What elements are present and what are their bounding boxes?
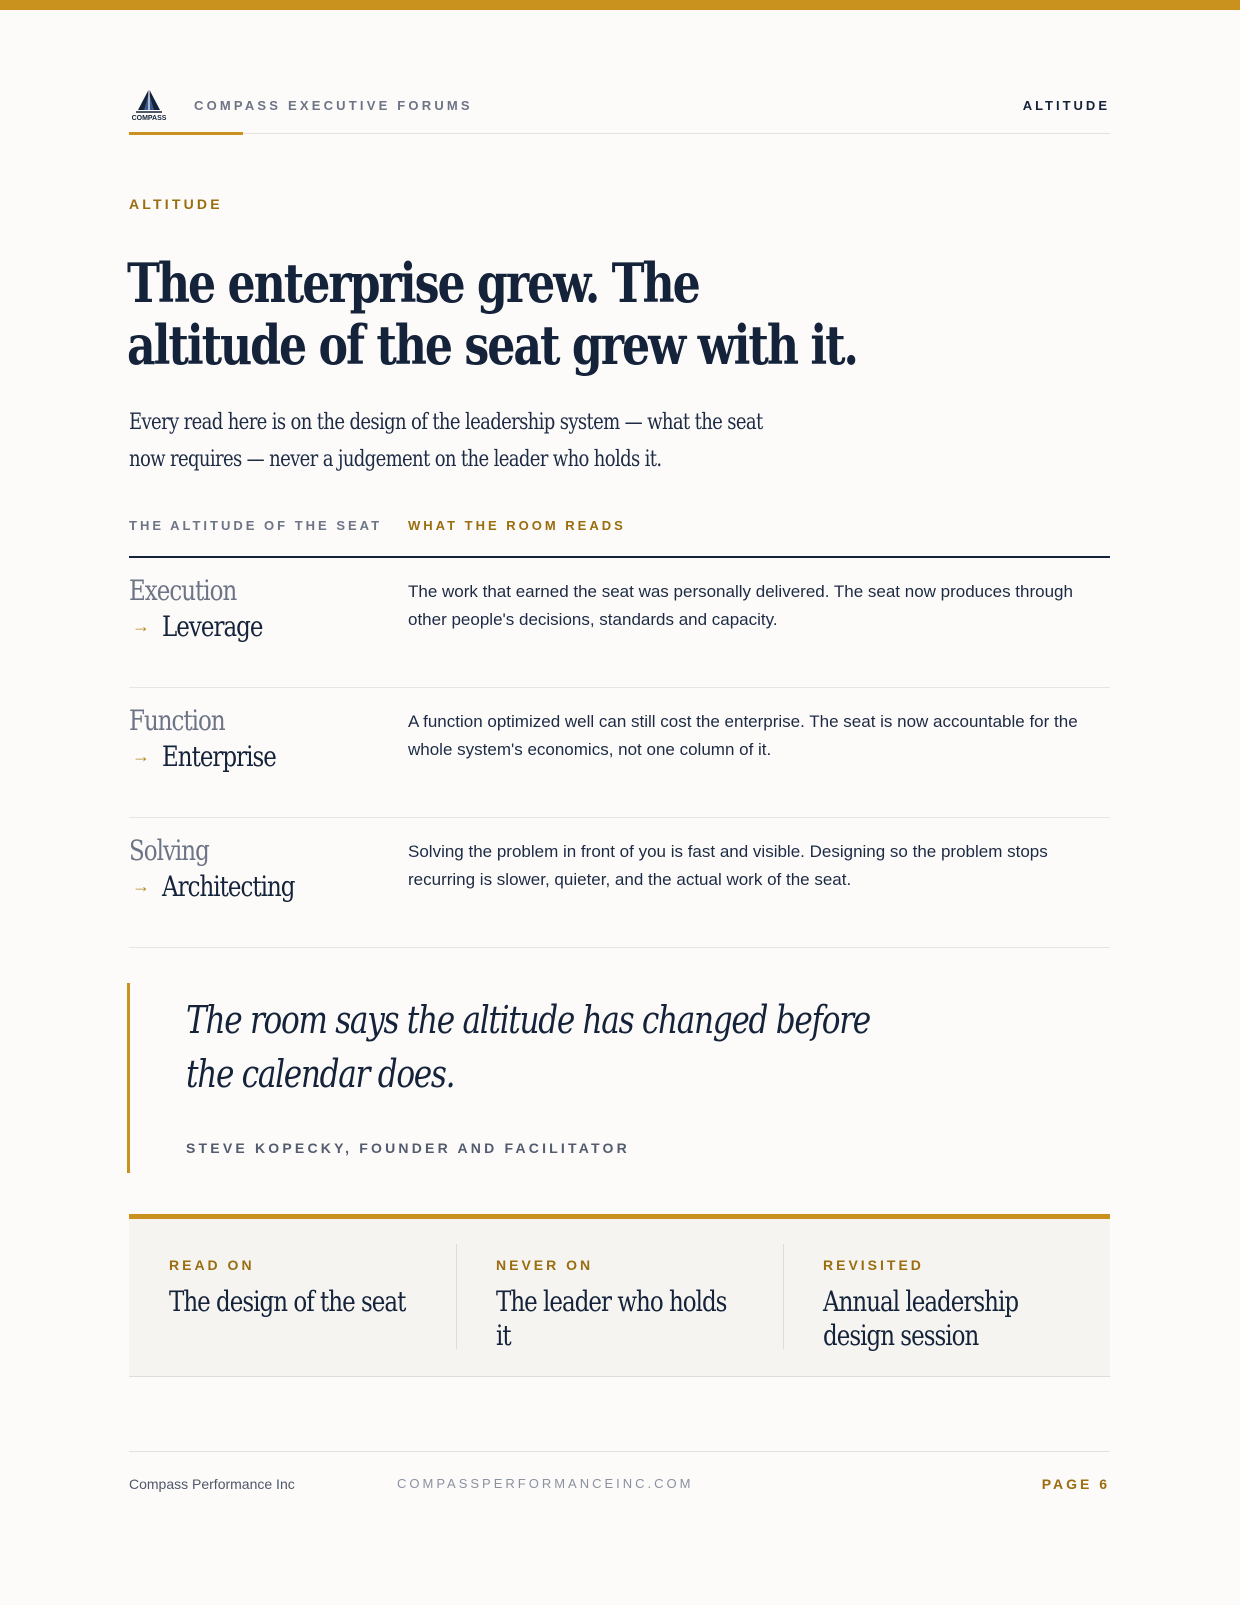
column-header-reads: WHAT THE ROOM READS: [408, 518, 626, 533]
altitude-table: [129, 558, 1110, 948]
fact-never-on: [456, 1219, 783, 1377]
fact-value: Annual leadership design session: [823, 1285, 1019, 1352]
page-footer: [129, 1451, 1110, 1501]
row-from-label: Solving: [129, 834, 209, 867]
fact-revisited: [783, 1219, 1110, 1377]
arrow-right-icon: →: [132, 616, 150, 636]
row-to-label: Leverage: [162, 610, 263, 643]
table-row: [129, 688, 1110, 818]
table-row: [129, 558, 1110, 688]
fact-value: The design of the seat: [169, 1285, 406, 1318]
fact-label: READ ON: [169, 1257, 255, 1273]
header-section-label: ALTITUDE: [1022, 98, 1110, 113]
footer-company-name: Compass Performance Inc: [129, 1476, 295, 1492]
column-header-altitude: THE ALTITUDE OF THE SEAT: [129, 518, 383, 533]
table-header: [129, 518, 1110, 558]
fact-value: The leader who holds it: [496, 1285, 727, 1352]
section-eyebrow: ALTITUDE: [129, 196, 223, 212]
fact-label: REVISITED: [823, 1257, 924, 1273]
row-from-label: Function: [129, 704, 225, 737]
fact-label: NEVER ON: [496, 1257, 594, 1273]
brand-name: COMPASS EXECUTIVE FORUMS: [194, 98, 473, 113]
key-facts-panel: [129, 1214, 1110, 1377]
pull-quote: [127, 983, 1110, 1173]
arrow-right-icon: →: [132, 746, 150, 766]
row-description: A function optimized well can still cost the enterprise. The seat is now accountable for the whole system's economics, not one column of it.: [408, 712, 1078, 759]
svg-text:COMPASS: COMPASS: [131, 115, 167, 122]
header-accent-line: [129, 132, 243, 135]
row-description: Solving the problem in front of you is fast and visible. Designing so the problem stops recurring is slower, quieter, and the actual work of the seat.: [408, 842, 1048, 889]
fact-read-on: [129, 1219, 456, 1377]
footer-website: COMPASSPERFORMANCEINC.COM: [397, 1476, 694, 1491]
row-to-label: Enterprise: [162, 740, 276, 773]
intro-paragraph: Every read here is on the design of the leadership system — what the seat now requires — never a judgement on the leader who holds it.: [129, 410, 763, 472]
page-header: [129, 88, 1110, 134]
arrow-right-icon: →: [132, 876, 150, 896]
row-description: The work that earned the seat was personally delivered. The seat now produces through other people's decisions, standards and capacity.: [408, 582, 1073, 629]
quote-attribution: STEVE KOPECKY, FOUNDER AND FACILITATOR: [186, 1140, 630, 1156]
page-number: PAGE 6: [1041, 1476, 1110, 1492]
quote-text: The room says the altitude has changed before the calendar does.: [186, 998, 870, 1096]
table-row: [129, 818, 1110, 948]
top-accent-bar: [0, 0, 1240, 10]
row-from-label: Execution: [129, 574, 237, 607]
page-title: The enterprise grew. The altitude of the seat grew with it.: [127, 251, 857, 377]
compass-logo-icon: [129, 88, 169, 124]
row-to-label: Architecting: [162, 870, 295, 903]
